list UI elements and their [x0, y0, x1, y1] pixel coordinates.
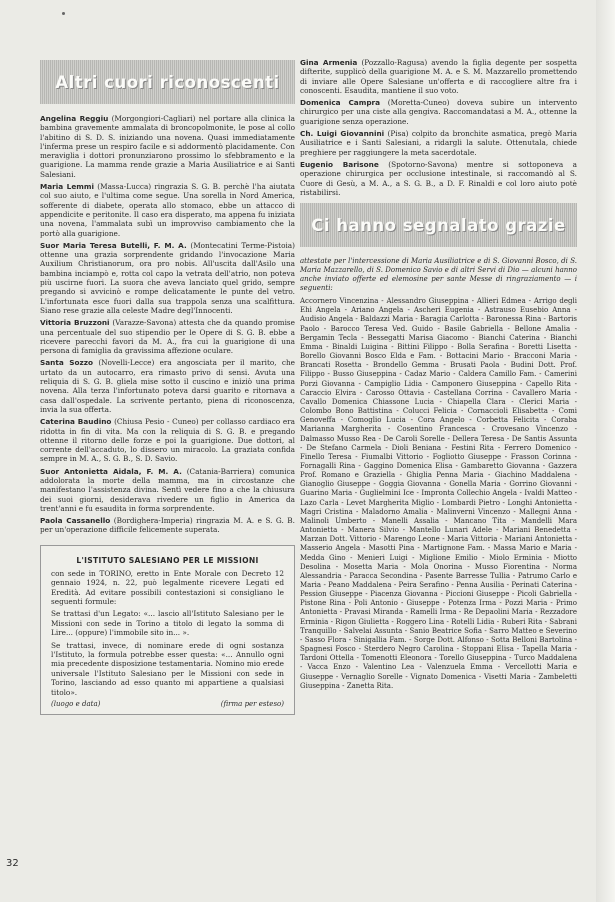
entry-name: Eugenio Barisone	[300, 159, 379, 169]
entry-text: (Montecatini Terme-Pistoia) ottenne una grazia sorprendente gridando l'invocazione Maria Auxilium Christianorum, ora pro nobis. All'uscita dall'Asilo una bambina inciampò e, rotta col capo la vetrata dell'atrio, non poteva più uscirne fuori. La suora che aveva lanciato quel grido, sempre pregando si avvicinò e rompe delicatamente le punte del vetro. L'infortunata esce fuori dalla sua trappola senza una scalfittura. Siano rese grazie alla celeste Madre degl'Innocenti.	[40, 240, 295, 315]
entry-text: (Novelli-Lecce) era angosciata per il marito, che urtato da un autocarro, era rimasto privo di sensi. Avuta una reliquia di S. G. B. gliela mise sotto il cuscino e iniziò una prima novena. Alla terza l'infortunato poteva darsi guarito e ritornava a casa dall'ospedale. La scrivente pertanto, piena di riconoscenza, invia la sua offerta.	[40, 358, 295, 414]
entry-name: Angelina Reggiu	[40, 114, 109, 123]
left-banner	[40, 60, 295, 104]
entry	[40, 417, 295, 463]
left-banner-title: Altri cuori riconoscenti	[55, 72, 280, 92]
entry-text: (Morgongiori-Cagliari) nel portare alla clinica la bambina gravemente ammalata di broncopolmonite, le pose al collo l'abitino di S. D. S. iniziando una novena. Quasi immediatamente l'inferma prese un respiro facile e si addormentò placidamente. Con meraviglia i dottori pronunziarono prossimo lo sfebbramento e la guarigione. La mamma rende grazie a Maria Ausiliatrice e ai Santi Salesiani.	[40, 114, 295, 179]
entry-text: (Varazze-Savona) attesta che da quando promise una percentuale del suo stipendio per le Opere di S. G. B. ebbe a ricevere parecchi favori da M. A., fra cui la guarigione di una persona di famiglia da gravissima affezione oculare.	[40, 318, 295, 356]
entry-name: Suor Maria Teresa Butelli, F. M. A.	[40, 240, 187, 250]
right-entries	[300, 58, 577, 197]
page-number: 32	[6, 858, 19, 869]
page-spine-shadow	[596, 0, 615, 902]
institute-box	[40, 545, 295, 715]
entry	[300, 58, 577, 95]
entry-text: (Moretta-Cuneo) doveva subire un intervento chirurgico per una ciste alla gengiva. Raccomandatasi a M. A., ottenne la guarigione senza operazione.	[300, 98, 577, 126]
entry-text: (Pozzallo-Ragusa) avendo la figlia degente per sospetta difterite, supplicò della guarigione M. A. e S. M. Mazzarello promettendo di inviare alle Opere Salesiane un'offerta e di raccogliere altre fra i conoscenti. Esaudita, mantiene il suo voto.	[300, 58, 577, 95]
entry	[40, 358, 295, 414]
signature-left: (luogo e data)	[51, 700, 101, 709]
entry	[40, 516, 295, 535]
signature-line	[51, 700, 284, 708]
entry	[300, 160, 577, 197]
entry	[40, 467, 295, 513]
entry	[40, 318, 295, 355]
entry-name: Domenica Campra	[300, 98, 381, 108]
entry	[300, 98, 577, 126]
entry-text: (Catania-Barriera) comunica addolorata la morte della mamma, ma in circostanze che manifestano l'assistenza divina. Sentì vedere fino a che la chiusura dei suoi giorni, desiderava rivedere un figlio in America da trent'anni e fu esaudita in forma sorprendente.	[40, 466, 296, 513]
entry-text: (Spotorno-Savona) mentre si sottoponeva a operazione chirurgica per occlusione intestinale, si raccomandò al S. Cuore di Gesù, a M. A., a S. G. B., a D. F. Rinaldi e col loro aiuto potè ristabilirsi.	[300, 159, 577, 197]
entry	[40, 114, 295, 179]
right-column	[300, 58, 577, 694]
entry-name: Vittoria Bruzzoni	[40, 318, 110, 328]
entry-name: Gina Armenia	[300, 58, 358, 67]
left-column	[40, 60, 295, 715]
entry-text: (Massa-Lucca) ringrazia S. G. B. perchè l'ha aiutata col suo aiuto, e l'ultima come segue. Una sorella in Nord America, sofferente di diabete, operata allo stomaco, ebbe un attacco di appendicite e peritonite. Il caso era disperato, ma appena fu iniziata una novena, l'ammalata subì un improvviso cambiamento che la portò alla guarigione.	[40, 182, 296, 238]
entry	[40, 182, 295, 238]
left-entries	[40, 114, 295, 535]
entry	[300, 129, 577, 157]
entry-name: Santa Sozzo	[40, 358, 94, 368]
entry	[40, 241, 295, 315]
right-banner	[300, 203, 577, 247]
grazie-names: Accornero Vincenzina - Alessandro Giuseppina - Allieri Edmea - Arrigo degli Ehi Angela - Ariano Angela - Ascheri Eugenia - Astrauso Eusebio Anna - Audisio Angela - Baldazzi Maria - Baragia Carlotta - Baronessa Rina - Bartoris Paolo - Barocco Teresa Ved. Guido - Basile Gabriella - Bellone Amalia - Bergamin Tecla - Bessegatti Marisa Giacomo - Bianchi Caterina - Bianchi Emma - Binaldi Luigina - Bittini Filippo - Bolla Serafina - Boretti Lisetta - Borello Giovanni Bosco Elda e Fam. - Bottacini Mario - Bracconi Maria - Brancati Rosetta - Brondello Gemma - Brusati Paola - Budini Dott. Prof. Filippo - Busso Giuseppina - Cadaz Mario - Caldera Camillo Fam. - Camerini Porzi Giovanna - Campiglio Lidia - Camponero Giuseppina - Capello Rita - Caraccio Elvira - Carosso Ottavia - Castellana Corrina - Cavallero Maria - Cavallo Domenica Chiassone Lucia - Chiapella Clara - Clerici Maria - Colombo Bono Battistina - Colucci Felicia - Cornaccioli Elisabetta - Comi Genoveffa - Comoglio Lucia - Cora Angelo - Corbetta Felicita - Coraba Marianna Margherita - Cosentino Francesca - Crovesano Vincenzo - Dalmasso Musso Rea - De Caroli Sorelle - Dellera Teresa - De Santis Assunta - De Stefano Carmela - Dioli Beniana - Festini Rita - Ferrero Domenico - Finello Teresa - Fiumalbi Vittorio - Fogliotto Giuseppe - Frasson Corinna - Fornagalli Rina - Gaggino Domenica Elisa - Gambaretto Giovanna - Gazzera Prof. Romano e Graziella - Ghiglia Penna Maria - Giachino Maddalena - Gianoglio Giuseppe - Goggia Giovanna - Gonella Maria - Gorrino Giovanni - Guarino Maria - Guglielmini Ice - Impronta Collechio Angela - Ivaldi Matteo - Lazo Carla - Levet Margherita Miglio - Lombardi Pietro - Longhi Antonietta - Magri Cristina - Maladorno Amalia - Malinverni Vincenzo - Mallegni Anna - Malinoli Umberto - Manelli Assalia - Mancano Tita - Mandelli Mara Antonietta - Manera Silvio - Mantello Lunari Adele - Mariani Benedetta - Marzan Dott. Vittorio - Marengo Leone - Maria Vittoria - Mariani Antonietta - Masserio Angela - Masotti Pina - Martignone Fam. - Massa Mario e Maria - Medda Gino - Menieri Luigi - Miglione Emilio - Miolo Erminia - Miotto Desolina - Mosetta Maria - Mola Onorina - Musso Fiorentina - Norma Alessandria - Paracca Secondina - Pasente Barresse Tullia - Patrumo Carlo e Maria - Peano Maddalena - Peira Serafino - Penna Ausilia - Perinati Caterina - Pession Giuseppe - Piacenza Giovanna - Piccioni Giuseppe - Picoli Gabriella - Pistone Rina - Poli Antonio - Giuseppe - Potenza Irma - Pozzi Maria - Primo Antonietta - Pravasi Miranda - Ramelli Irma - Re Depaolini Maria - Rezzadore Erminia - Rigon Giulietta - Roggero Lina - Rotelli Lidia - Ruberi Rita - Sabrani Tranquillo - Salvelai Assunta - Sanio Beatrice Sofia - Sarro Matteo e Severino - Sasso Flora - Sinigallia Fam. - Sorge Dott. Alfonso - Sotta Belloni Bartolina - Spagnesi Fosco - Sterdero Negro Carolina - Stoppani Elisa - Tapella Maria - Tardoni Ottella - Tomenotti Eleonora - Torello Giuseppina - Turco Maddalena - Vacca Enzo - Valentino Lea - Valenzuela Emma - Vercellotti Maria e Giuseppe - Vernaglio Sorelle - Vignato Domenica - Visetti Maria - Zambeletti Giuseppina - Zanetta Rita.	[300, 297, 577, 690]
entry-name: Maria Lemmi	[40, 182, 94, 192]
entry-text: (Chiusa Pesio - Cuneo) per collasso cardiaco era ridotta in fin di vita. Ma con la reliquia di S. G. B. e pregando ottenne il ritorno delle forze e poi la guarigione. Due dottori, al corrente dell'accaduto, lo dissero un miracolo. La graziata confida sempre in M. A., S. G. B., S. D. Savio.	[40, 417, 295, 464]
signature-right: (firma per esteso)	[220, 700, 284, 709]
entry-name: Paola Cassanello	[40, 516, 111, 526]
entry-text: (Pisa) colpito da bronchite asmatica, pregò Maria Ausiliatrice e i Santi Salesiani, a ridargli la salute. Ottenutala, chiede preghiere per raggiungere la meta sacerdotale.	[300, 129, 577, 157]
institute-heading: L'ISTITUTO SALESIANO PER LE MISSIONI	[76, 555, 259, 565]
entry-name: Caterina Baudino	[40, 417, 112, 427]
entry-text: (Bordighera-Imperia) ringrazia M. A. e S. G. B. per un'operazione difficile felicemente superata.	[40, 516, 295, 535]
entry-name: Ch. Luigi Giovannini	[300, 129, 385, 139]
institute-para-3: Se trattasi, invece, di nominare erede di ogni sostanza l'Istituto, la formula potrebbe esser questa: «... Annullo ogni mia precedente disposizione testamentaria. Nomino mio erede universale l'Istituto Salesiano per le Missioni con sede in Torino, lasciando ad esso quanto mi appartiene a qualsiasi titolo».	[51, 640, 284, 697]
right-banner-title: Ci hanno segnalato grazie	[311, 215, 566, 235]
page-mark	[62, 12, 65, 15]
grazie-intro: attestate per l'intercessione di Maria Ausiliatrice e di S. Giovanni Bosco, di S. Maria Mazzarello, di S. Domenico Savio e di altri Servi di Dio — alcuni hanno anche inviato offerte ed elemosine per sante Messe di ringraziamento — i seguenti:	[300, 257, 577, 293]
entry-name: Suor Antonietta Aidala, F. M. A.	[40, 466, 182, 476]
institute-para-1: con sede in TORINO, eretto in Ente Morale con Decreto 12 gennaio 1924, n. 22, può legalmente ricevere Legati ed Eredità. Ad evitare possibili contestazioni si consigliano le seguenti formule:	[51, 568, 284, 606]
institute-para-2: Se trattasi d'un Legato: «... lascio all'Istituto Salesiano per le Missioni con sede in Torino a titolo di legato la somma di Lire... (oppure) l'immobile sito in... ».	[51, 609, 284, 638]
